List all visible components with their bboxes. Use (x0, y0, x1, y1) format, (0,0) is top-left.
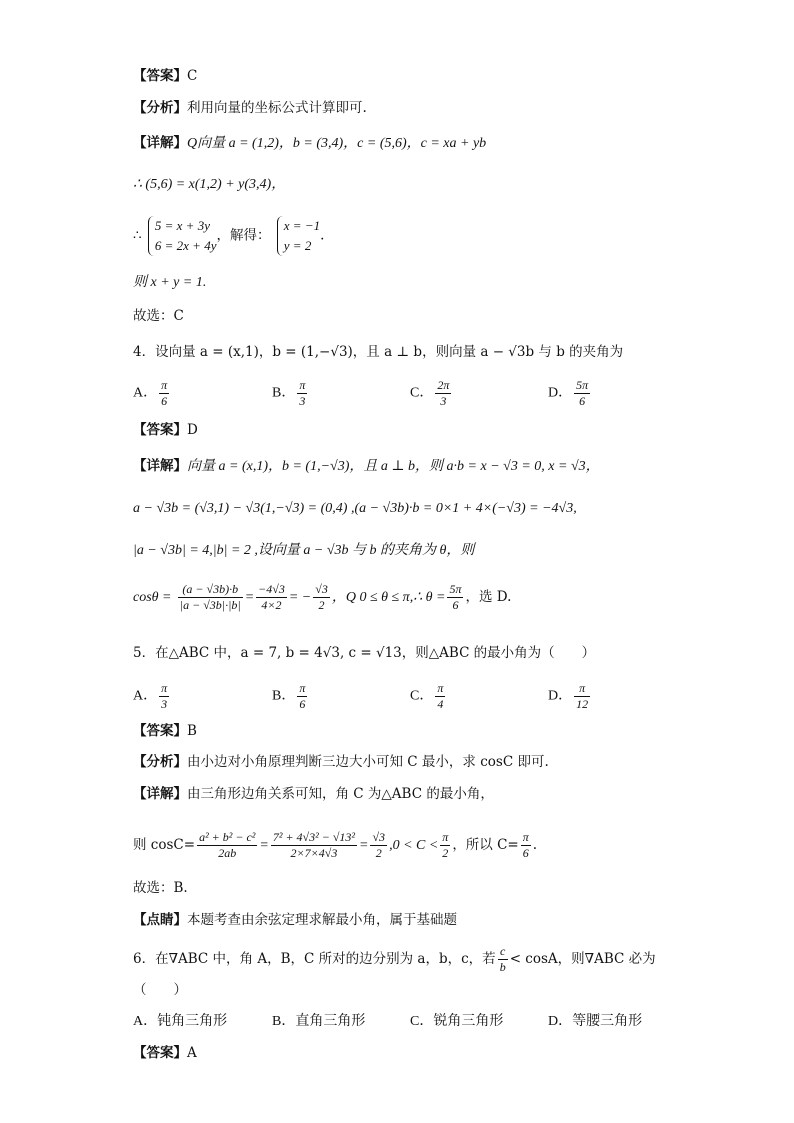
detail-tag: 【详解】 (133, 135, 187, 151)
frac-num: 5π (449, 582, 462, 596)
answer-value: D (187, 422, 198, 438)
q6-paren (133, 980, 187, 1000)
frac-num: c (498, 944, 508, 960)
q5-choose-line (133, 878, 188, 898)
equals: = (359, 838, 369, 853)
q5-stem (133, 643, 595, 663)
detail-text: 向量 a = (x,1)，b = (1,−√3)，且 a ⊥ b，则 a·b = x − √3 = 0, x = √3， (187, 459, 600, 474)
analysis-text: 由小边对小角原理判断三边大小可知 C 最小，求 cosC 即可. (187, 754, 549, 770)
frac-den: 12 (576, 697, 589, 711)
fraction (498, 944, 508, 975)
option-letter: A． (133, 385, 158, 401)
solution-system (277, 216, 320, 256)
result-text: 则 x + y = 1. (133, 275, 207, 290)
q4-option-c[interactable] (410, 378, 453, 409)
frac-den: 2 (442, 846, 449, 860)
option-letter: A． (133, 688, 158, 704)
equals: = (244, 590, 255, 605)
cos-lhs: cosθ = (133, 590, 172, 605)
option-letter: D． (548, 688, 573, 704)
frac-den: 3 (299, 394, 306, 408)
option-fraction (159, 378, 169, 409)
frac-den: 3 (440, 394, 447, 408)
q6-stem (133, 944, 656, 975)
frac-num: π (161, 378, 168, 392)
frac-num: −4√3 (258, 582, 285, 596)
fraction (178, 582, 243, 613)
q3-analysis-line (133, 98, 367, 118)
fraction (447, 582, 463, 613)
frac-den: 6 (161, 394, 168, 408)
analysis-tag: 【分析】 (133, 100, 187, 116)
conclusion-text: ，所以 C= (452, 837, 519, 853)
detail-tag: 【详解】 (133, 786, 187, 802)
q5-option-d[interactable] (548, 681, 592, 712)
option-fraction (435, 378, 451, 409)
frac-num: a² + b² − c² (199, 830, 256, 844)
frac-num: π (299, 378, 306, 392)
option-fraction (297, 681, 307, 712)
frac-den: 2×7×4√3 (290, 846, 338, 860)
fraction (197, 830, 257, 861)
equation-text: ∴ (5,6) = x(1,2) + y(3,4)， (133, 177, 286, 192)
frac-num: √3 (372, 830, 386, 844)
q4-answer-line (133, 420, 198, 440)
analysis-tag: 【分析】 (133, 754, 187, 770)
answer-blank: （ ） (133, 982, 187, 998)
frac-den: 2 (318, 598, 325, 612)
q4-detail-line3 (133, 540, 474, 561)
q4-detail-line2 (133, 498, 577, 519)
system-row: 5 = x + 3y (154, 218, 210, 233)
system-row: 6 = 2x + 4y (154, 238, 217, 253)
solution-row: x = −1 (283, 218, 321, 233)
q5-option-a[interactable] (133, 681, 171, 712)
q5-option-c[interactable] (410, 681, 447, 712)
analysis-text: 利用向量的坐标公式计算即可. (187, 100, 367, 116)
frac-den: b (499, 960, 506, 974)
fraction (256, 582, 287, 613)
fraction (521, 830, 531, 861)
option-text: B．直角三角形 (272, 1014, 366, 1029)
option-letter: B． (272, 385, 296, 401)
q4-stem (133, 342, 623, 362)
question-text: 6．在∇ABC 中，角 A，B，C 所对的边分别为 a，b，c，若 (133, 951, 496, 967)
question-text: 4．设向量 a = (x,1)，b = (1,−√3)，且 a ⊥ b，则向量 a − √3b 与 b 的夹角为 (133, 344, 624, 360)
q3-detail-line (133, 133, 486, 154)
frac-den: 2ab (218, 846, 237, 860)
question-text: 5．在△ABC 中，a = 7, b = 4√3, c = √13，则△ABC 的最小角为（ ） (133, 645, 596, 661)
frac-num: π (437, 681, 444, 695)
frac-den: 4×2 (261, 598, 282, 612)
option-letter: D． (548, 385, 573, 401)
fraction (313, 582, 330, 613)
choose-text: 故选：C (133, 308, 184, 324)
q5-analysis-line (133, 752, 549, 772)
detail-text: a − √3b = (√3,1) − √3(1,−√3) = (0,4) ,(a − √3b)·b = 0×1 + 4×(−√3) = −4√3, (133, 501, 577, 516)
option-fraction (574, 378, 590, 409)
frac-num: (a − √3b)·b (178, 582, 243, 598)
option-letter: C． (410, 385, 434, 401)
q4-detail-line1 (133, 456, 600, 477)
q5-option-b[interactable] (272, 681, 309, 712)
q6-option-c[interactable] (410, 1012, 503, 1032)
option-fraction (159, 681, 169, 712)
frac-num: √3 (315, 582, 328, 596)
q4-cos-formula (133, 582, 511, 613)
option-fraction (435, 681, 445, 712)
answer-tag: 【答案】 (133, 1045, 187, 1061)
comment-text: 本题考查由余弦定理求解最小角，属于基础题 (187, 912, 457, 928)
q6-option-a[interactable] (133, 1012, 227, 1032)
frac-num: π (442, 830, 449, 844)
q3-system-line (133, 216, 324, 256)
fraction (271, 830, 357, 861)
therefore-symbol: ∴ (133, 227, 142, 244)
frac-den: 6 (452, 598, 459, 612)
equals: = (259, 838, 269, 853)
detail-text: Q向量 a = (1,2)，b = (3,4)，c = (5,6)，c = xa + yb (187, 136, 487, 151)
option-letter: C． (410, 688, 434, 704)
detail-text: 由三角形边角关系可知，角 C 为△ABC 的最小角， (187, 786, 494, 802)
frac-den: 3 (161, 697, 168, 711)
answer-value: B (187, 723, 197, 739)
comment-tag: 【点睛】 (133, 912, 187, 928)
choose-text: 故选：B. (133, 880, 188, 896)
detail-text: |a − √3b| = 4,|b| = 2 ,设向量 a − √3b 与 b 的夹角为 θ，则 (133, 543, 475, 558)
solution-row: y = 2 (283, 238, 312, 253)
frac-den: |a − √3b|·|b| (179, 598, 241, 612)
option-letter: B． (272, 688, 296, 704)
frac-num: 5π (576, 378, 589, 392)
solve-label: ，解得： (216, 227, 271, 244)
frac-num: π (299, 681, 306, 695)
answer-tag: 【答案】 (133, 723, 187, 739)
cos-tail: ，Q 0 ≤ θ ≤ π,∴ θ = (331, 590, 446, 605)
q5-detail-line (133, 784, 494, 804)
q3-choose-line (133, 306, 184, 326)
answer-tag: 【答案】 (133, 68, 187, 84)
q3-result-line (133, 272, 206, 293)
q6-option-b[interactable] (272, 1012, 365, 1032)
q4-option-b[interactable] (272, 378, 309, 409)
frac-den: 6 (522, 846, 529, 860)
frac-den: 2 (375, 846, 382, 860)
frac-den: 6 (299, 697, 306, 711)
answer-value: A (187, 1045, 197, 1061)
answer-value: C (187, 68, 198, 84)
equation-system (148, 216, 217, 256)
inequality: ,0 < C < (389, 838, 439, 853)
option-text: D．等腰三角形 (548, 1014, 643, 1029)
q5-answer-line (133, 721, 197, 741)
frac-den: 4 (437, 697, 444, 711)
cos-lhs: 则 cosC= (133, 837, 196, 853)
equals-neg: = − (288, 590, 312, 605)
q4-option-d[interactable] (548, 378, 592, 409)
frac-num: 7² + 4√3² − √13² (272, 830, 356, 844)
frac-num: 2π (437, 378, 450, 392)
cos-tail: ，选 D. (465, 589, 512, 605)
frac-num: π (522, 830, 529, 844)
q4-option-a[interactable] (133, 378, 171, 409)
answer-tag: 【答案】 (133, 422, 187, 438)
q5-comment-line (133, 910, 457, 930)
frac-num: π (574, 681, 590, 697)
option-fraction (574, 681, 590, 712)
frac-num: π (161, 681, 168, 695)
detail-tag: 【详解】 (133, 458, 187, 474)
fraction (440, 830, 450, 861)
q6-answer-line (133, 1043, 197, 1063)
solution-tail: . (320, 227, 325, 244)
q3-detail-line2 (133, 174, 285, 195)
q3-answer-line (133, 66, 197, 86)
conclusion-tail: . (532, 837, 538, 853)
fraction (370, 830, 387, 861)
q5-cos-formula (133, 830, 537, 861)
option-text: A．钝角三角形 (133, 1014, 228, 1029)
option-fraction (297, 378, 307, 409)
frac-den: 6 (579, 394, 586, 408)
option-text: C．锐角三角形 (410, 1014, 504, 1029)
question-text: < cosA，则∇ABC 必为 (509, 951, 656, 967)
q6-option-d[interactable] (548, 1012, 642, 1032)
